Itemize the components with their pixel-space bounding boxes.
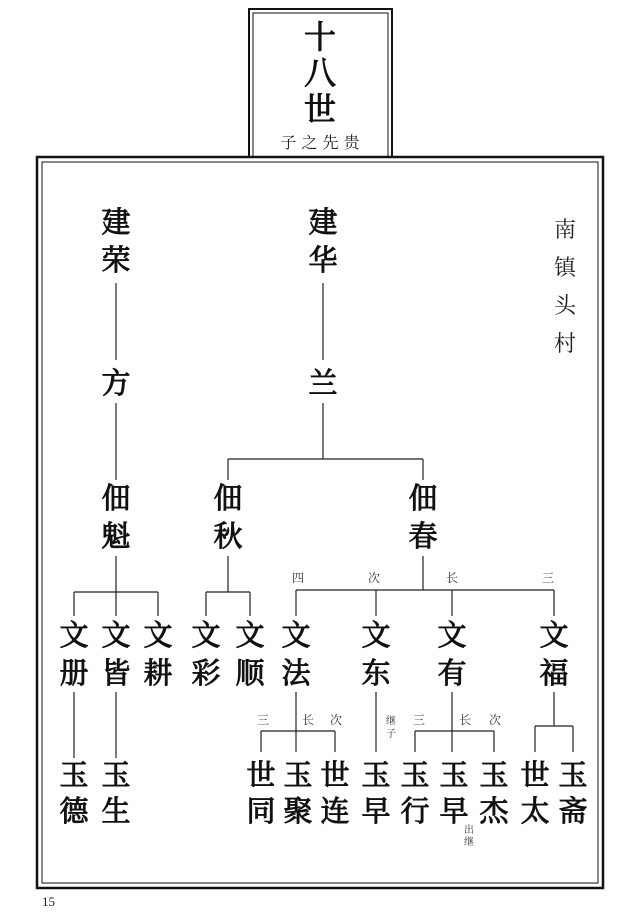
node-yuzao-2-char-1: 玉 [439,758,469,792]
node-jianrong-char-1: 建 [101,205,131,239]
node-shitong-char-1: 世 [246,758,276,792]
node-yuxing-char-2: 行 [400,794,430,828]
node-wenfa [281,618,311,690]
village-char-4: 村 [553,332,577,357]
node-shitai [520,758,549,828]
node-yuju-char-2: 聚 [283,794,313,828]
node-wence [59,618,88,690]
node-lan: 兰 [308,366,338,400]
node-wendong-char-2: 东 [361,656,391,690]
node-mingchun-char-1: 佃 [408,481,438,515]
note-chuji [464,823,474,848]
page-number: 15 [42,894,55,909]
generation-subtitle: 子 之 先 贵 [280,133,360,152]
node-wencai-char-1: 文 [191,618,221,652]
order-mark: 三 [256,713,270,727]
node-wenjie-char-1: 文 [101,618,131,652]
node-shilian [320,758,349,828]
node-yujie-char-1: 玉 [479,758,509,792]
node-wenyou [437,618,466,690]
node-wenjie-char-2: 皆 [101,656,131,690]
node-wenfu-char-2: 福 [539,656,569,690]
node-yude-char-2: 德 [59,794,89,828]
node-wenfu [539,618,568,690]
node-jianhua-char-1: 建 [308,205,338,239]
node-wengeng [143,618,172,690]
village-char-2: 镇 [553,256,577,281]
node-mingqiu [213,481,242,553]
node-yusheng-char-2: 生 [101,794,131,828]
generation-header [249,9,392,157]
node-wence-char-2: 册 [59,656,89,690]
order-mark: 三 [541,571,555,585]
node-wenjie [101,618,130,690]
node-yujie-char-2: 杰 [479,794,509,828]
node-yuzao-1 [361,758,390,828]
order-mark: 长 [458,713,472,727]
node-jianrong [101,205,130,277]
node-wengeng-char-2: 耕 [143,656,173,690]
node-mingchun [408,481,437,553]
node-yude-char-1: 玉 [59,758,89,792]
node-wendong-char-1: 文 [361,618,391,652]
note-jizi [386,714,396,740]
node-mingkui-char-2: 魁 [101,519,131,553]
node-yuju-char-1: 玉 [283,758,313,792]
node-wendong [361,618,390,690]
node-yuzhai-char-1: 玉 [558,758,588,792]
node-mingkui-char-1: 佃 [101,481,131,515]
node-wence-char-1: 文 [59,618,89,652]
node-mingchun-char-2: 春 [408,519,438,553]
village-char-3: 头 [553,294,577,319]
node-yuzao-1-char-1: 玉 [361,758,391,792]
village-char-1: 南 [553,218,577,243]
node-yuzhai [558,758,587,828]
node-jianhua [308,205,337,277]
node-fang: 方 [101,366,131,400]
node-wenshun [235,618,265,690]
note-chuji-char-1: 出 [464,825,474,836]
node-mingqiu-char-2: 秋 [213,519,243,553]
note-jizi-char-2: 子 [386,729,396,740]
node-yuzao-2 [439,758,468,828]
node-shitong-char-2: 同 [246,794,276,828]
node-wenfa-char-2: 法 [281,656,311,690]
node-yude [59,758,89,828]
node-yuzhai-char-2: 斋 [558,794,588,828]
note-chuji-char-2: 继 [464,837,474,848]
node-shitai-char-1: 世 [520,758,550,792]
generation-char-1: 十 [303,18,337,56]
order-marks-wenfa [257,712,342,727]
node-shilian-char-1: 世 [320,758,350,792]
order-mark: 四 [291,571,305,585]
node-wenfu-char-1: 文 [539,618,569,652]
node-jianrong-char-2: 荣 [101,243,131,277]
node-yusheng-char-1: 玉 [101,758,131,792]
order-mark: 长 [301,713,315,727]
node-mingkui [101,481,130,553]
village-name [554,218,578,357]
node-yuju [283,758,312,828]
node-wencai-char-2: 彩 [191,656,221,690]
node-wenshun-char-1: 文 [235,618,265,652]
node-shilian-char-2: 连 [320,794,350,828]
node-yusheng [101,758,130,828]
node-yuxing-char-1: 玉 [400,758,430,792]
node-mingqiu-char-1: 佃 [213,481,243,515]
node-yuzao-2-char-2: 早 [439,794,469,828]
order-mark: 次 [367,571,381,585]
node-wenyou-char-2: 有 [437,656,467,690]
node-yujie [479,758,509,828]
generation-char-2: 八 [303,54,337,92]
node-wencai [191,618,220,690]
order-mark: 三 [412,713,426,727]
node-wengeng-char-1: 文 [143,618,173,652]
order-mark: 次 [488,713,502,727]
node-yuxing [400,758,429,828]
note-jizi-char-1: 继 [386,716,396,727]
node-yuzao-1-char-2: 早 [361,794,391,828]
order-mark: 次 [329,713,343,727]
order-marks-wenyou [413,712,501,727]
node-jianhua-char-2: 华 [308,243,338,277]
node-shitai-char-2: 太 [520,794,550,828]
node-wenyou-char-1: 文 [437,618,467,652]
generation-char-3: 世 [303,90,337,128]
node-wenshun-char-2: 顺 [235,656,265,690]
node-shitong [246,758,275,828]
order-mark: 长 [445,571,459,585]
node-wenfa-char-1: 文 [281,618,311,652]
